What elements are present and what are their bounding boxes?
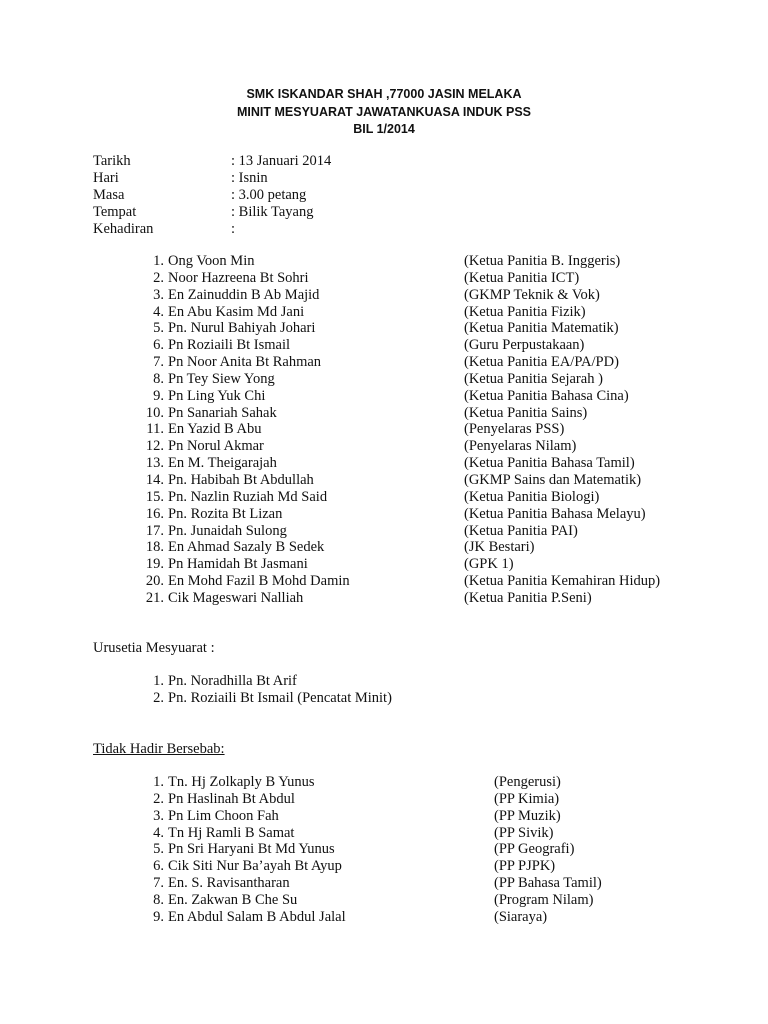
absent-row xyxy=(138,774,602,791)
absent-number: 4. xyxy=(153,824,164,841)
attendee-role: (Ketua Panitia ICT) xyxy=(464,269,580,286)
attendee-number: 1. xyxy=(153,253,164,269)
attendee-row xyxy=(138,253,660,270)
attendee-role: (GPK 1) xyxy=(464,556,514,573)
attendee-number: 9. xyxy=(153,387,164,404)
attendee-row xyxy=(138,421,660,438)
attendee-row xyxy=(138,337,660,354)
absent-row xyxy=(138,858,602,875)
attendee-name: En Zainuddin B Ab Majid xyxy=(168,286,320,303)
attendee-number: 19. xyxy=(145,556,164,573)
attendee-number: 17. xyxy=(145,522,164,539)
attendee-name: Pn. Habibah Bt Abdullah xyxy=(168,471,314,488)
document-header xyxy=(0,86,768,139)
info-label: Tarikh xyxy=(93,153,131,169)
info-value: : 13 Januari 2014 xyxy=(231,153,332,169)
attendee-row xyxy=(138,438,660,455)
absent-role: (PP Kimia) xyxy=(494,790,560,807)
secretariat-number: 2. xyxy=(153,689,164,706)
absent-number: 5. xyxy=(153,841,164,858)
absent-title: Tidak Hadir Bersebab: xyxy=(93,741,225,757)
absent-number: 7. xyxy=(153,875,164,892)
attendee-row xyxy=(138,354,660,371)
attendee-row xyxy=(138,320,660,337)
absent-name: Tn. Hj Zolkaply B Yunus xyxy=(168,774,315,790)
attendee-role: (Ketua Panitia PAI) xyxy=(464,522,578,539)
secretariat-row xyxy=(138,673,392,690)
attendee-role: (Ketua Panitia Fizik) xyxy=(464,303,586,320)
info-row-time xyxy=(93,187,331,204)
secretariat-name: Pn. Noradhilla Bt Arif xyxy=(168,673,297,689)
attendee-number: 2. xyxy=(153,269,164,286)
attendee-role: (Ketua Panitia Bahasa Melayu) xyxy=(464,505,646,522)
absent-name: En. Zakwan B Che Su xyxy=(168,891,298,908)
attendee-role: (Ketua Panitia Kemahiran Hidup) xyxy=(464,573,661,590)
absent-name: Cik Siti Nur Ba’ayah Bt Ayup xyxy=(168,858,342,875)
absent-row xyxy=(138,875,602,892)
absent-name: En Abdul Salam B Abdul Jalal xyxy=(168,908,346,925)
attendee-row xyxy=(138,472,660,489)
info-value: : Isnin xyxy=(231,170,268,186)
attendee-row xyxy=(138,523,660,540)
absent-row xyxy=(138,892,602,909)
absent-row xyxy=(138,825,602,842)
absent-number: 9. xyxy=(153,908,164,925)
attendee-role: (Ketua Panitia Sejarah ) xyxy=(464,370,603,387)
attendee-role: (Penyelaras Nilam) xyxy=(464,438,577,455)
absent-list xyxy=(138,774,602,926)
attendee-name: Pn Norul Akmar xyxy=(168,438,264,455)
attendee-row xyxy=(138,405,660,422)
meeting-info xyxy=(93,153,331,238)
absent-row xyxy=(138,841,602,858)
attendee-row xyxy=(138,506,660,523)
attendee-row xyxy=(138,590,660,607)
attendee-name: En Mohd Fazil B Mohd Damin xyxy=(168,573,350,590)
info-row-place xyxy=(93,204,331,221)
attendee-name: Ong Voon Min xyxy=(168,253,255,269)
absent-number: 2. xyxy=(153,790,164,807)
school-name: SMK ISKANDAR SHAH ,77000 JASIN MELAKA xyxy=(246,87,522,101)
attendee-row xyxy=(138,287,660,304)
secretariat-row xyxy=(138,690,392,707)
attendee-number: 6. xyxy=(153,337,164,354)
attendee-role: (Ketua Panitia Sains) xyxy=(464,404,588,421)
attendee-role: (Ketua Panitia P.Seni) xyxy=(464,589,592,606)
absent-row xyxy=(138,808,602,825)
absent-number: 1. xyxy=(153,774,164,790)
absent-number: 8. xyxy=(153,891,164,908)
meeting-title: MINIT MESYUARAT JAWATANKUASA INDUK PSS xyxy=(237,104,531,119)
info-label: Kehadiran xyxy=(93,221,154,237)
secretariat-name: Pn. Roziaili Bt Ismail (Pencatat Minit) xyxy=(168,689,392,706)
attendee-name: Pn Sanariah Sahak xyxy=(168,404,277,421)
attendee-number: 5. xyxy=(153,320,164,337)
info-value: : 3.00 petang xyxy=(231,187,307,203)
absent-role: (PP Geografi) xyxy=(494,841,575,858)
attendee-role: (GKMP Sains dan Matematik) xyxy=(464,471,642,488)
attendee-role: (Ketua Panitia Biologi) xyxy=(464,488,600,505)
absent-row xyxy=(138,791,602,808)
attendee-number: 4. xyxy=(153,303,164,320)
attendee-role: (GKMP Teknik & Vok) xyxy=(464,286,600,303)
attendee-name: En Abu Kasim Md Jani xyxy=(168,303,305,320)
attendee-number: 16. xyxy=(145,505,164,522)
absent-name: Tn Hj Ramli B Samat xyxy=(168,824,295,841)
info-row-date xyxy=(93,153,331,170)
info-value: : Bilik Tayang xyxy=(231,204,314,220)
absent-row xyxy=(138,909,602,926)
attendee-role: (Penyelaras PSS) xyxy=(464,421,565,438)
attendee-name: Pn. Nurul Bahiyah Johari xyxy=(168,320,316,337)
meeting-number: BIL 1/2014 xyxy=(353,122,415,136)
info-row-day xyxy=(93,170,331,187)
info-label: Masa xyxy=(93,187,125,203)
absent-name: Pn Sri Haryani Bt Md Yunus xyxy=(168,841,335,858)
attendee-role: (Ketua Panitia Bahasa Tamil) xyxy=(464,455,635,472)
attendee-name: Noor Hazreena Bt Sohri xyxy=(168,269,309,286)
attendee-row xyxy=(138,388,660,405)
attendee-number: 18. xyxy=(145,539,164,556)
attendee-name: En M. Theigarajah xyxy=(168,455,277,472)
absent-role: (Pengerusi) xyxy=(494,774,561,790)
attendee-row xyxy=(138,489,660,506)
absent-name: Pn Haslinah Bt Abdul xyxy=(168,790,295,807)
absent-name: En. S. Ravisantharan xyxy=(168,875,290,892)
attendee-name: Pn. Nazlin Ruziah Md Said xyxy=(168,488,328,505)
attendee-role: (Ketua Panitia EA/PA/PD) xyxy=(464,354,619,371)
absent-number: 6. xyxy=(153,858,164,875)
absent-role: (PP PJPK) xyxy=(494,858,556,875)
attendee-number: 21. xyxy=(145,589,164,606)
attendee-number: 13. xyxy=(145,455,164,472)
attendee-row xyxy=(138,539,660,556)
attendee-list xyxy=(138,253,660,607)
attendee-name: En Ahmad Sazaly B Sedek xyxy=(168,539,325,556)
attendee-number: 11. xyxy=(146,421,164,438)
attendee-name: Cik Mageswari Nalliah xyxy=(168,589,304,606)
attendee-name: En Yazid B Abu xyxy=(168,421,262,438)
attendee-number: 14. xyxy=(145,471,164,488)
attendee-role: (Ketua Panitia Bahasa Cina) xyxy=(464,387,629,404)
attendee-number: 12. xyxy=(145,438,164,455)
attendee-number: 3. xyxy=(153,286,164,303)
absent-role: (Program Nilam) xyxy=(494,891,594,908)
attendee-role: (Guru Perpustakaan) xyxy=(464,337,585,354)
attendee-name: Pn Tey Siew Yong xyxy=(168,370,275,387)
attendee-row xyxy=(138,371,660,388)
attendee-role: (Ketua Panitia Matematik) xyxy=(464,320,619,337)
attendee-name: Pn Ling Yuk Chi xyxy=(168,387,266,404)
secretariat-list xyxy=(138,673,392,707)
absent-role: (PP Bahasa Tamil) xyxy=(494,875,602,892)
info-label: Hari xyxy=(93,170,119,186)
attendee-number: 8. xyxy=(153,370,164,387)
attendee-name: Pn. Junaidah Sulong xyxy=(168,522,287,539)
attendee-name: Pn. Rozita Bt Lizan xyxy=(168,505,283,522)
absent-number: 3. xyxy=(153,807,164,824)
info-row-attendance xyxy=(93,221,331,238)
attendee-row xyxy=(138,304,660,321)
absent-role: (PP Muzik) xyxy=(494,807,561,824)
secretariat-title: Urusetia Mesyuarat : xyxy=(93,640,215,656)
absent-role: (PP Sivik) xyxy=(494,824,554,841)
absent-role: (Siaraya) xyxy=(494,908,548,925)
attendee-number: 7. xyxy=(153,354,164,371)
attendee-number: 15. xyxy=(145,488,164,505)
attendee-role: (JK Bestari) xyxy=(464,539,535,556)
attendee-name: Pn Hamidah Bt Jasmani xyxy=(168,556,308,573)
secretariat-number: 1. xyxy=(153,673,164,689)
attendee-number: 20. xyxy=(145,573,164,590)
attendee-role: (Ketua Panitia B. Inggeris) xyxy=(464,253,621,269)
absent-name: Pn Lim Choon Fah xyxy=(168,807,279,824)
attendee-number: 10. xyxy=(145,404,164,421)
attendee-name: Pn Noor Anita Bt Rahman xyxy=(168,354,322,371)
attendee-row xyxy=(138,573,660,590)
info-label: Tempat xyxy=(93,204,137,220)
info-value: : xyxy=(231,221,236,237)
attendee-row xyxy=(138,556,660,573)
attendee-row xyxy=(138,455,660,472)
attendee-row xyxy=(138,270,660,287)
attendee-name: Pn Roziaili Bt Ismail xyxy=(168,337,291,354)
